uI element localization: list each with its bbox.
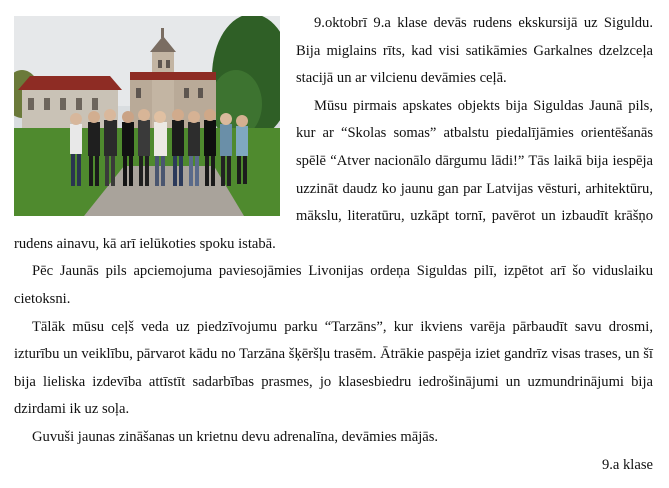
class-photo bbox=[14, 16, 280, 216]
paragraph-5: Guvuši jaunas zināšanas un krietnu devu adrenalīna, devāmies mājās. bbox=[32, 428, 439, 445]
class-photo-image bbox=[14, 16, 280, 216]
paragraph-2: Mūsu pirmais apskates objekts bija Siguldas Jaunā pils, kur ar “Skolas somas” atbalstu piedalījāmies orientēšanās spēlē “Atver nacionālo dārgumu lādi!” Tās laikā bija iespēja uzzināt daudz ko jaunu gan par Latvijas vēsturi, arhitektūru, mākslu, literatūru, uzkāpt tornī, pavērot un izbaudīt krāšņo rudens ainavu, kā arī ielūkoties spoku istabā. bbox=[14, 97, 653, 252]
paragraph-1: 9.oktobrī 9.a klase devās rudens ekskursijā uz Siguldu. Bija miglains rīts, kad visi satikāmies Garkalnes dzelzceļa stacijā un ar vilcienu devāmies ceļā. bbox=[296, 15, 653, 87]
paragraph-4: Tālāk mūsu ceļš veda uz piedzīvojumu parku “Tarzāns”, kur ikviens varēja pārbaudīt savu drosmi, izturību un veiklību, pārvarot kādu no Tarzāna šķēršļu trasēm. Ātrākie paspēja iziet gandrīz visas trases, un šī bija lieliska izdevība attīstīt sadarbības prasmes, jo klasesbiedru iedrošinājumi un uzmundrinājumi bija dzirdami ik uz soļa. bbox=[14, 318, 653, 418]
paragraph-3: Pēc Jaunās pils apciemojuma paviesojāmies Livonijas ordeņa Siguldas pilī, izpētot arī šo viduslaiku cietoksni. bbox=[14, 263, 653, 307]
signature: 9.a klase bbox=[601, 456, 653, 473]
